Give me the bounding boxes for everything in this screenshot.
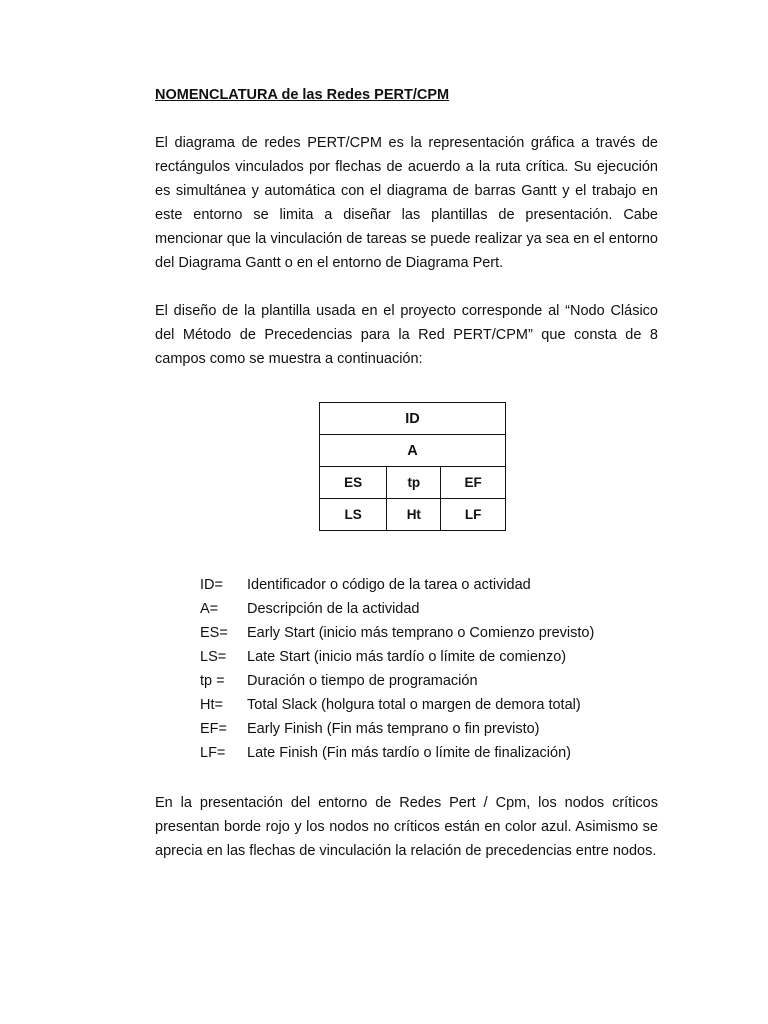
definition-text: Late Start (inicio más tardío o límite de comienzo) — [247, 649, 567, 665]
definition-key: A= — [200, 601, 219, 617]
node-lf-cell: LF — [441, 499, 506, 531]
definition-item — [200, 741, 594, 765]
definition-item — [200, 669, 594, 693]
definitions-list — [200, 573, 594, 765]
definition-text: Early Start (inicio más temprano o Comienzo previsto) — [247, 625, 595, 641]
definition-item — [200, 717, 594, 741]
definition-text: Identificador o código de la tarea o actividad — [247, 577, 531, 593]
definition-text: Late Finish (Fin más tardío o límite de finalización) — [247, 745, 571, 761]
definition-key: LF= — [200, 745, 226, 761]
intro-paragraph: El diagrama de redes PERT/CPM es la representación gráfica a través de rectángulos vinculados por flechas de acuerdo a la ruta crítica. Su ejecución es simultánea y automática con el diagrama de barras Gantt y el trabajo en este entorno se limita a diseñar las plantillas de presentación. Cabe mencionar que la vinculación de tareas se puede realizar ya sea en el entorno del Diagrama Gantt o en el entorno de Diagrama Pert. — [155, 135, 658, 271]
definition-item — [200, 597, 594, 621]
document-title: NOMENCLATURA de las Redes PERT/CPM — [155, 87, 450, 103]
definition-key: LS= — [200, 649, 227, 665]
definition-text: Total Slack (holgura total o margen de demora total) — [247, 697, 581, 713]
node-ef-cell: EF — [441, 467, 506, 499]
definition-key: EF= — [200, 721, 227, 737]
node-ls-cell: LS — [320, 499, 387, 531]
template-paragraph: El diseño de la plantilla usada en el proyecto corresponde al “Nodo Clásico del Método de Precedencias para la Red PERT/CPM” que consta de 8 campos como se muestra a continuación: — [155, 303, 658, 367]
definition-item — [200, 645, 594, 669]
node-tp-cell: tp — [387, 467, 441, 499]
pert-node-diagram — [319, 402, 506, 531]
document-page — [155, 83, 658, 859]
definition-key: Ht= — [200, 697, 223, 713]
definition-key: tp = — [200, 673, 225, 689]
definition-item — [200, 573, 594, 597]
node-id-cell: ID — [320, 403, 506, 435]
node-es-cell: ES — [320, 467, 387, 499]
definition-text: Early Finish (Fin más temprano o fin previsto) — [247, 721, 540, 737]
definition-text: Duración o tiempo de programación — [247, 673, 478, 689]
definition-item — [200, 621, 594, 645]
definition-text: Descripción de la actividad — [247, 601, 420, 617]
closing-paragraph: En la presentación del entorno de Redes Pert / Cpm, los nodos críticos presentan borde rojo y los nodos no críticos están en color azul. Asimismo se aprecia en las flechas de vinculación la relación de precedencias entre nodos. — [155, 795, 658, 859]
pert-node-table — [319, 402, 506, 531]
node-ht-cell: Ht — [387, 499, 441, 531]
definition-item — [200, 693, 594, 717]
definition-key: ES= — [200, 625, 228, 641]
node-a-cell: A — [320, 435, 506, 467]
definition-key: ID= — [200, 577, 223, 593]
